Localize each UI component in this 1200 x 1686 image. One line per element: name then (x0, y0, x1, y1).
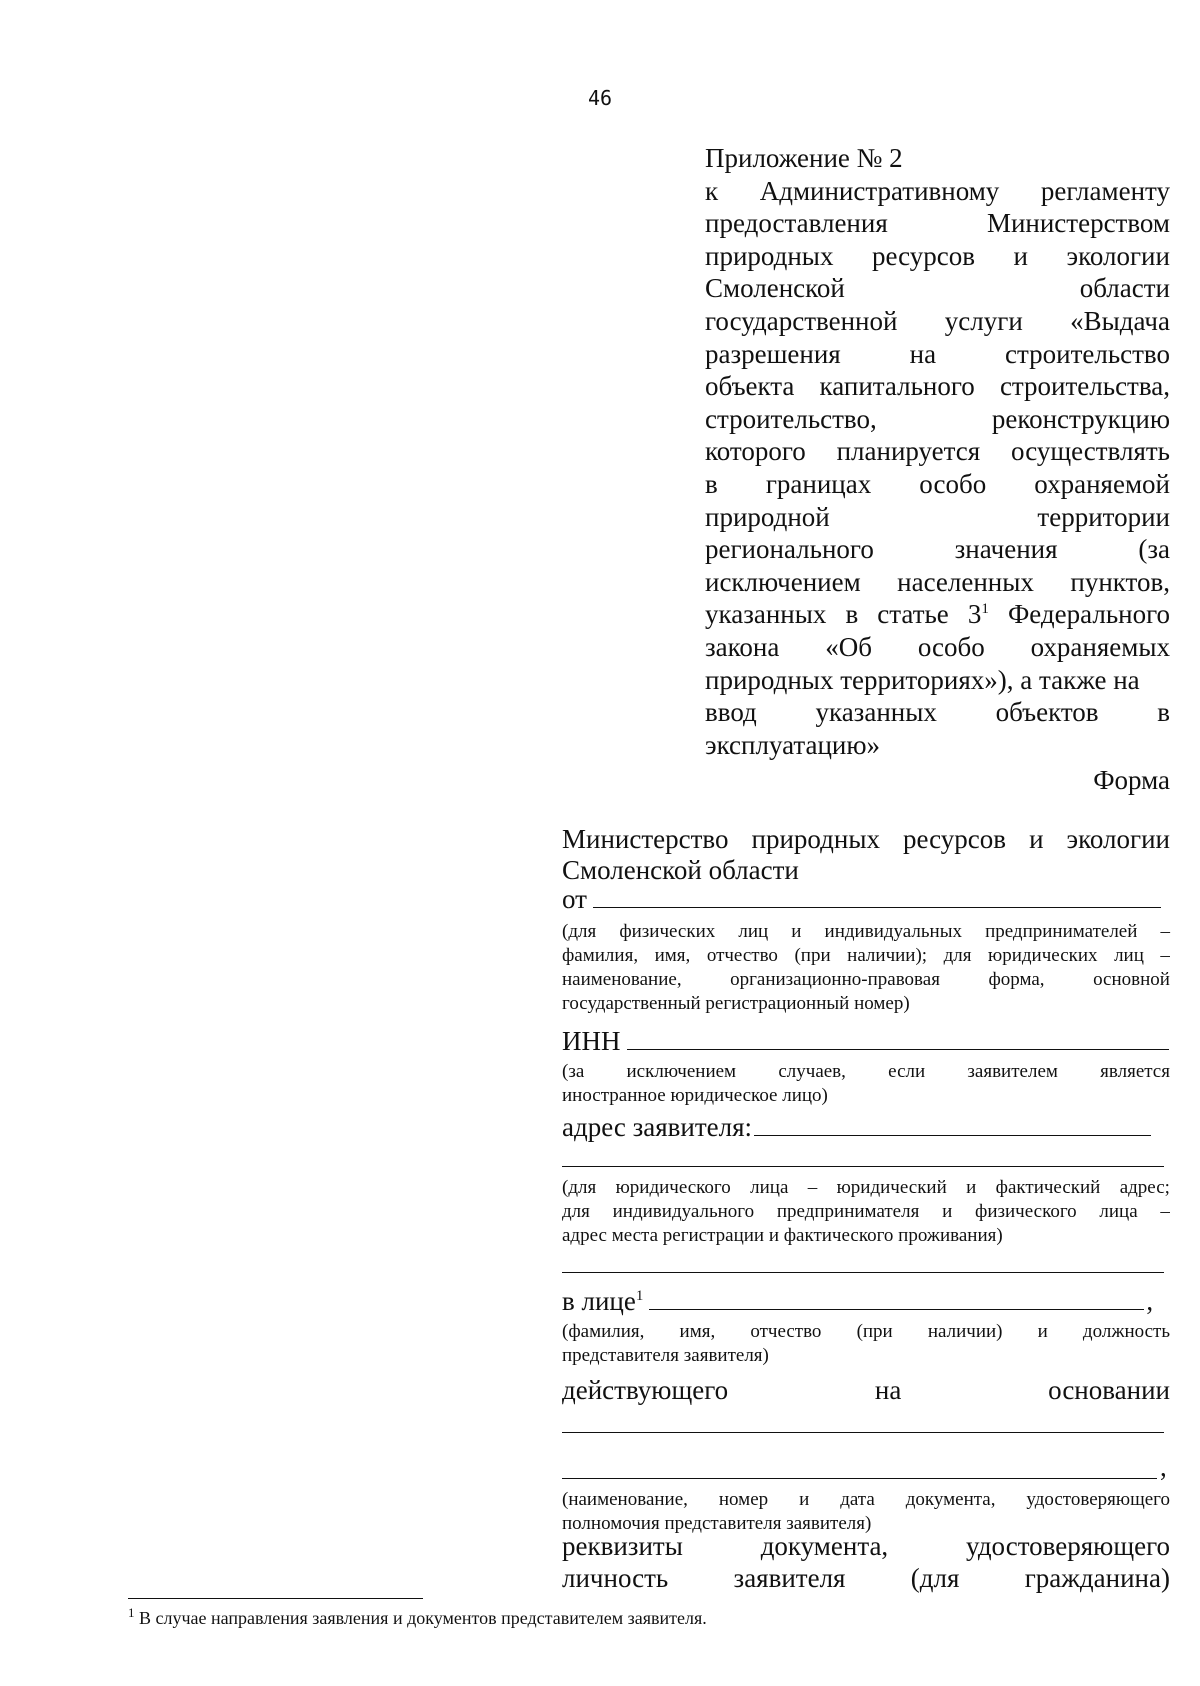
appendix-word: (за (1138, 534, 1170, 565)
footnote-text: В случае направления заявления и документов представителем заявителя. (134, 1608, 707, 1628)
basis-text-word: на (874, 1375, 902, 1405)
appendix-last-line: эксплуатацию» (705, 729, 881, 760)
appendix-word: экологии (1066, 240, 1170, 271)
page-number: 46 (587, 86, 613, 110)
appendix-word: услуги (944, 305, 1023, 336)
appendix-header (705, 142, 1170, 761)
person-label: в лице$^1$ (562, 1286, 644, 1316)
from-note-line-3-word: организационно-правовая (730, 969, 940, 990)
appendix-line (705, 664, 1170, 697)
address-note-line-1-word: юридический (836, 1177, 947, 1198)
appendix-word: в (1157, 697, 1170, 728)
appendix-word: регионального (705, 534, 874, 565)
appendix-word: объектов (995, 697, 1099, 728)
appendix-line (705, 631, 1170, 664)
appendix-word: территории (1037, 501, 1170, 532)
appendix-line (705, 501, 1170, 534)
from-note-line-3-word: основной (1093, 969, 1170, 990)
appendix-word: Административному (759, 175, 1000, 206)
basis-note-line-1-word: удостоверяющего (1026, 1489, 1170, 1510)
appendix-body (705, 175, 1170, 729)
address-input-line[interactable] (754, 1135, 1151, 1136)
from-note-line-1-word: и (791, 921, 802, 942)
inn-note-line-1-word: заявителем (967, 1061, 1058, 1082)
address-note-line-2-word: физического (975, 1201, 1077, 1222)
person-note-line-1-word: имя, (679, 1321, 716, 1342)
requisites-line-2-word: заявителя (733, 1563, 846, 1593)
address-note-line-2-word: индивидуального (612, 1201, 755, 1222)
appendix-word: ввод (705, 697, 757, 728)
appendix-line (705, 566, 1170, 599)
footnote (128, 1605, 707, 1629)
address-note-line-1-word: юридического (615, 1177, 731, 1198)
address-note-line-2-word: и (942, 1201, 953, 1222)
basis-note-line-1-word: документа, (905, 1489, 996, 1510)
appendix-line (705, 240, 1170, 273)
requisites-line-1 (562, 1530, 1170, 1562)
appendix-line (705, 272, 1170, 305)
form-label: Форма (1093, 765, 1170, 795)
from-label: от (562, 884, 587, 914)
inn-note-line-1 (562, 1060, 1170, 1084)
from-note-line-2-word: – (1160, 945, 1170, 966)
address-field[interactable] (562, 1112, 1151, 1142)
person-comma: , (1146, 1286, 1154, 1316)
from-note-line-3-word: форма, (988, 969, 1045, 990)
address-note-line-1 (562, 1176, 1170, 1200)
inn-field[interactable] (562, 1026, 1169, 1056)
from-note-line-3 (562, 968, 1170, 992)
basis-note-line-1-word: дата (840, 1489, 875, 1510)
from-note-line-4: государственный регистрационный номер) (562, 993, 910, 1014)
appendix-word: Смоленской (705, 273, 845, 304)
appendix-word: особо (919, 468, 987, 499)
appendix-word: $3^1$ (967, 599, 989, 630)
appendix-word: охраняемых (1030, 631, 1170, 662)
inn-note-line-2: иностранное юридическое лицо) (562, 1085, 828, 1106)
appendix-word: объекта (705, 371, 795, 402)
appendix-word: которого (705, 436, 806, 467)
appendix-word: пунктов, (1070, 566, 1170, 597)
inn-label: ИНН (562, 1026, 621, 1056)
person-note-line-1-word: должность (1082, 1321, 1170, 1342)
appendix-word: строительство (1005, 338, 1170, 369)
ministry-line-1-word: природных (751, 824, 880, 854)
basis-note-line-1 (562, 1488, 1170, 1512)
basis-comma: , (1160, 1452, 1167, 1482)
appendix-word: Федерального (1007, 599, 1170, 630)
appendix-word: в (705, 468, 718, 499)
person-note-line-1 (562, 1320, 1170, 1344)
ministry-line-1-word: Министерство (562, 824, 729, 854)
requisites-line-1-word: удостоверяющего (966, 1531, 1170, 1561)
appendix-word: статье (877, 599, 949, 630)
appendix-line (705, 598, 1170, 631)
appendix-word: особо (917, 631, 985, 662)
from-note-line-2-word: имя, (654, 945, 691, 966)
appendix-word: Министерством (986, 208, 1170, 239)
appendix-line (705, 533, 1170, 566)
from-note-line-1-word: предпринимателей (985, 921, 1138, 942)
requisites-line-2-word: гражданина) (1024, 1563, 1170, 1593)
inn-note (562, 1060, 1170, 1108)
address-label: адрес заявителя: (562, 1112, 753, 1142)
ministry-line-1-word: и (1029, 824, 1044, 854)
from-note-line-2-word: фамилия, (562, 945, 639, 966)
person-note-line-1-word: отчество (750, 1321, 822, 1342)
appendix-word: предоставления (705, 208, 888, 239)
address-note-line-2-word: предпринимателя (776, 1201, 920, 1222)
from-note-line-2-word: отчество (706, 945, 778, 966)
basis-input-line-1[interactable] (562, 1432, 1164, 1433)
appendix-word: планируется (836, 436, 981, 467)
appendix-line (705, 370, 1170, 403)
appendix-word: населенных (897, 566, 1034, 597)
requisites-line-2-word: личность (562, 1563, 669, 1593)
basis-text (562, 1374, 1170, 1406)
appendix-title: Приложение № 2 (705, 143, 903, 173)
address-note-line-1-word: и (966, 1177, 977, 1198)
appendix-line (705, 435, 1170, 468)
from-note-line-2-word: (при (794, 945, 831, 966)
address-note-line-1-word: (для (562, 1177, 597, 1198)
appendix-word: к (705, 175, 719, 206)
footnote-marker: 1 (128, 1605, 135, 1620)
appendix-word: области (1079, 273, 1170, 304)
appendix-word: исключением (705, 566, 861, 597)
appendix-line (705, 468, 1170, 501)
basis-note-line-2: полномочия представителя заявителя) (562, 1513, 872, 1534)
address-input-line-2[interactable] (562, 1166, 1164, 1167)
ministry-line-2: Смоленской области (562, 855, 799, 885)
appendix-line (705, 403, 1170, 436)
address-note-line-2-word: лица (1099, 1201, 1138, 1222)
address-note-line-3: адрес места регистрации и фактического проживания) (562, 1225, 1003, 1246)
address-note-line-2-word: – (1160, 1201, 1170, 1222)
from-note-line-2-word: юридических (988, 945, 1098, 966)
appendix-line (705, 175, 1170, 208)
person-field[interactable] (562, 1286, 1153, 1316)
inn-note-line-1-word: случаев, (778, 1061, 846, 1082)
appendix-word: закона (705, 631, 780, 662)
address-note-line-1-word: лица (750, 1177, 789, 1198)
person-note-line-1-word: и (1037, 1321, 1048, 1342)
ministry-line-1-word: ресурсов (903, 824, 1007, 854)
appendix-line (705, 207, 1170, 240)
requisites-block (562, 1530, 1170, 1594)
address-note-line-1-word: адрес; (1119, 1177, 1170, 1198)
person-note (562, 1320, 1170, 1368)
appendix-word: государственной (705, 305, 898, 336)
basis-note-line-1-word: номер (718, 1489, 769, 1510)
from-note-line-3-word: наименование, (562, 969, 682, 990)
ministry-line-1 (562, 824, 1170, 855)
from-field[interactable] (562, 884, 1161, 914)
ministry-block (562, 824, 1170, 886)
from-note-line-2-word: для (943, 945, 972, 966)
from-note-line-2-word: лиц (1114, 945, 1144, 966)
ministry-line-1-word: экологии (1066, 824, 1170, 854)
appendix-line (705, 696, 1170, 729)
person-note-line-1-word: наличии) (927, 1321, 1003, 1342)
appendix-word: природных (705, 240, 834, 271)
appendix-word: капитального (819, 371, 975, 402)
appendix-word: разрешения (705, 338, 841, 369)
appendix-word: ресурсов (871, 240, 976, 271)
address-note (562, 1176, 1170, 1248)
address-note-line-2-word: для (562, 1201, 590, 1222)
appendix-word: строительства, (999, 371, 1170, 402)
from-note-line-1-word: индивидуальных (824, 921, 962, 942)
basis-input-line-2[interactable] (562, 1478, 1157, 1479)
inn-note-line-1-word: (за (562, 1061, 585, 1082)
from-note-line-2-word: наличии); (847, 945, 928, 966)
footnote-rule (128, 1598, 423, 1599)
appendix-word: и (1013, 240, 1028, 271)
inn-note-line-1-word: исключением (626, 1061, 737, 1082)
person-note-line-2: представителя заявителя) (562, 1345, 769, 1366)
from-note-line-1-word: – (1160, 921, 1170, 942)
basis-note-line-1-word: (наименование, (562, 1489, 688, 1510)
person-input-line[interactable] (649, 1309, 1144, 1310)
requisites-line-1-word: документа, (760, 1531, 889, 1561)
address-note-line-2 (562, 1200, 1170, 1224)
inn-note-line-1-word: является (1100, 1061, 1170, 1082)
appendix-line (705, 338, 1170, 371)
footnote-ref: 1 (635, 1288, 644, 1304)
appendix-word: указанных (705, 599, 827, 630)
appendix-word: границах (765, 468, 872, 499)
appendix-word: «Об (825, 631, 872, 662)
requisites-line-2-word: (для (910, 1563, 960, 1593)
basis-note-line-1-word: и (799, 1489, 810, 1510)
from-note-line-1-word: (для (562, 921, 597, 942)
from-note (562, 920, 1170, 1016)
inn-input-line[interactable] (627, 1049, 1169, 1050)
person-note-line-1-word: (при (856, 1321, 893, 1342)
basis-note (562, 1488, 1170, 1536)
basis-line (562, 1374, 1170, 1406)
appendix-word: охраняемой (1034, 468, 1170, 499)
appendix-word: указанных (815, 697, 937, 728)
requisites-line-2 (562, 1562, 1170, 1594)
address-note-line-1-word: – (807, 1177, 818, 1198)
inn-note-line-1-word: если (888, 1061, 926, 1082)
appendix-word: «Выдача (1070, 305, 1170, 336)
appendix-word: природной (705, 501, 830, 532)
person-note-line-1-word: (фамилия, (562, 1321, 645, 1342)
appendix-word: на (909, 338, 937, 369)
from-note-line-1-word: лиц (738, 921, 769, 942)
from-note-line-1-word: физических (619, 921, 716, 942)
appendix-word: регламенту (1040, 175, 1170, 206)
appendix-word: реконструкцию (991, 403, 1170, 434)
basis-text-word: действующего (562, 1375, 729, 1405)
from-input-line[interactable] (593, 907, 1161, 908)
appendix-word: строительство, (705, 403, 877, 434)
appendix-word: значения (954, 534, 1058, 565)
appendix-word: в (845, 599, 859, 630)
appendix-word: природных территориях»), а также на (705, 664, 1140, 695)
basis-text-word: основании (1048, 1375, 1170, 1405)
appendix-line (705, 305, 1170, 338)
appendix-word: осуществлять (1011, 436, 1170, 467)
requisites-line-1-word: реквизиты (562, 1531, 683, 1561)
address-input-line-3[interactable] (562, 1272, 1164, 1273)
from-note-line-2 (562, 944, 1170, 968)
address-note-line-1-word: фактический (995, 1177, 1101, 1198)
from-note-line-1 (562, 920, 1170, 944)
